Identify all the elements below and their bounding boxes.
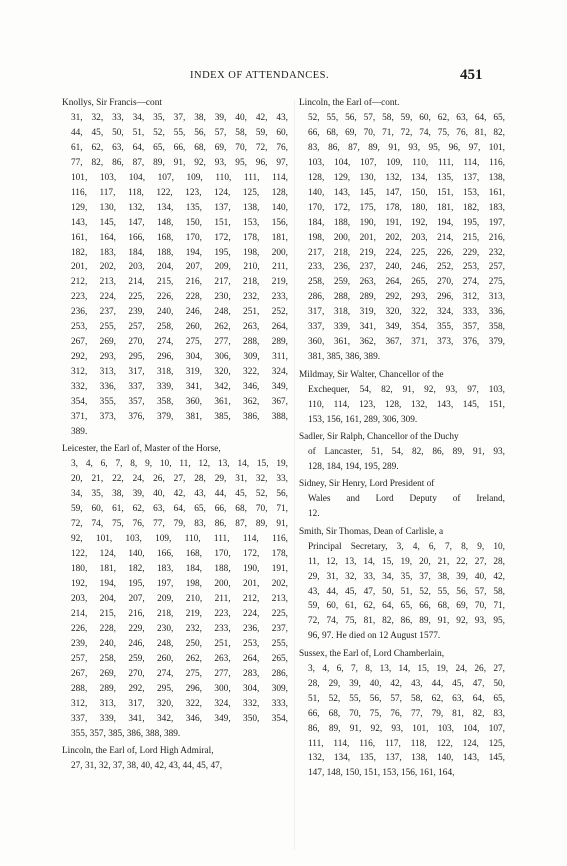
entry-line: 59, 60, 61, 62, 63, 64, 65, 66, 68, 70, 71, [71, 504, 288, 515]
running-title: INDEX OF ATTENDANCES. [190, 70, 330, 81]
entry-line: 217, 218, 219, 224, 225, 226, 229, 232, [308, 247, 505, 258]
entry-heading: Sadler, Sir Ralph, Chancellor of the Duchy [299, 431, 459, 442]
column-gutter [294, 100, 295, 850]
entry-line: 182, 183, 184, 188, 194, 195, 198, 200, [71, 247, 288, 258]
entry-line: 31, 32, 33, 34, 35, 37, 38, 39, 40, 42, 43, [71, 112, 288, 123]
entry-line: 66, 68, 69, 70, 71, 72, 74, 75, 76, 81, 82, [308, 127, 505, 138]
entry-line: 233, 236, 237, 240, 246, 252, 253, 257, [308, 262, 505, 273]
entry-line: 236, 237, 239, 240, 246, 248, 251, 252, [71, 307, 288, 318]
entry-line: 101, 103, 104, 107, 109, 110, 111, 114, [71, 172, 288, 183]
entry-line: 128, 184, 194, 195, 289. [308, 461, 399, 472]
entry-line: 312, 313, 317, 318, 319, 320, 322, 324, [71, 367, 288, 378]
entry-line: 153, 156, 161, 289, 306, 309. [308, 414, 418, 425]
page-number: 451 [460, 67, 483, 83]
entry-line: of Lancaster, 51, 54, 82, 86, 89, 91, 93, [308, 446, 505, 457]
entry-line: 317, 318, 319, 320, 322, 324, 333, 336, [308, 307, 505, 318]
entry-line: 27, 31, 32, 37, 38, 40, 42, 43, 44, 45, 47, [71, 760, 223, 771]
entry-line: 11, 12, 13, 14, 15, 19, 20, 21, 22, 27, 28, [308, 556, 505, 567]
entry-line: 3, 4, 6, 7, 8, 13, 14, 15, 19, 24, 26, 27, [308, 663, 505, 674]
entry-line: 83, 86, 87, 89, 91, 93, 95, 96, 97, 101, [308, 142, 505, 153]
running-header [0, 67, 567, 90]
entry-line: 292, 293, 295, 296, 304, 306, 309, 311, [71, 352, 288, 363]
entry-line: 360, 361, 362, 367, 371, 373, 376, 379, [308, 337, 505, 348]
entry-line: 28, 29, 39, 40, 42, 43, 44, 45, 47, 50, [308, 678, 505, 689]
entry-line: 3, 4, 6, 7, 8, 9, 10, 11, 12, 13, 14, 15, 19, [71, 459, 288, 470]
entry-line: 267, 269, 270, 274, 275, 277, 288, 289, [71, 337, 288, 348]
entry-line: 214, 215, 216, 218, 219, 223, 224, 225, [71, 608, 288, 619]
index-entry [62, 96, 288, 440]
entry-line: 192, 194, 195, 197, 198, 200, 201, 202, [71, 579, 288, 589]
entry-line: 161, 164, 166, 168, 170, 172, 178, 181, [71, 232, 288, 243]
entry-heading: Leicester, the Earl of, Master of the Horse, [62, 444, 221, 455]
entry-line: 128, 129, 130, 132, 134, 135, 137, 138, [308, 172, 505, 183]
index-entry [62, 744, 288, 774]
entry-line: 103, 104, 107, 109, 110, 111, 114, 116, [308, 157, 505, 168]
index-entry [299, 477, 505, 522]
entry-line: 198, 200, 201, 202, 203, 214, 215, 216, [308, 232, 505, 243]
entry-line: 96, 97. He died on 12 August 1577. [308, 631, 441, 642]
entry-line: 34, 35, 38, 39, 40, 42, 43, 44, 45, 52, 56, [71, 489, 288, 500]
entry-line: 66, 68, 70, 75, 76, 77, 79, 81, 82, 83, [308, 708, 505, 719]
entry-line: 20, 21, 22, 24, 26, 27, 28, 29, 31, 32, 33, [71, 474, 288, 485]
entry-line: 180, 181, 182, 183, 184, 188, 190, 191, [71, 564, 288, 575]
entry-heading: Smith, Sir Thomas, Dean of Carlisle, a [299, 526, 444, 537]
entry-line: 43, 44, 45, 47, 50, 51, 52, 55, 56, 57, 58, [308, 586, 505, 597]
entry-line: 129, 130, 132, 134, 135, 137, 138, 140, [71, 202, 288, 213]
entry-heading: Sidney, Sir Henry, Lord President of [299, 479, 435, 490]
entry-line: 140, 143, 145, 147, 150, 151, 153, 161, [308, 187, 505, 198]
entry-line: 355, 357, 385, 386, 388, 389. [71, 728, 181, 739]
entry-line: Wales and Lord Deputy of Ireland, [308, 494, 505, 505]
entry-line: 381, 385, 386, 389. [308, 352, 381, 363]
entry-line: 29, 31, 32, 33, 34, 35, 37, 38, 39, 40, 42, [308, 571, 505, 582]
entry-line: 184, 188, 190, 191, 192, 194, 195, 197, [308, 217, 505, 228]
entry-line: 143, 145, 147, 148, 150, 151, 153, 156, [71, 217, 288, 228]
entry-line: 258, 259, 263, 264, 265, 270, 274, 275, [308, 277, 505, 288]
entry-line: 332, 336, 337, 339, 341, 342, 346, 349, [71, 382, 288, 393]
entry-line: 132, 134, 135, 137, 138, 140, 143, 145, [308, 753, 505, 764]
entry-line: 111, 114, 116, 117, 118, 122, 124, 125, [308, 738, 505, 749]
entry-heading: Knollys, Sir Francis—cont [62, 98, 162, 108]
entry-line: 288, 289, 292, 295, 296, 300, 304, 309, [71, 683, 288, 694]
entry-line: 122, 124, 140, 166, 168, 170, 172, 178, [71, 549, 288, 560]
entry-line: 52, 55, 56, 57, 58, 59, 60, 62, 63, 64, 65, [308, 112, 505, 123]
entry-heading: Lincoln, the Earl of—cont. [299, 98, 400, 108]
entry-heading: Lincoln, the Earl of, Lord High Admiral, [62, 745, 214, 756]
entry-line: 110, 114, 123, 128, 132, 143, 145, 151, [308, 399, 505, 410]
entry-line: 72, 74, 75, 81, 82, 86, 89, 91, 92, 93, 95, [308, 616, 505, 627]
entry-line: 226, 228, 229, 230, 232, 233, 236, 237, [71, 623, 288, 634]
entry-line: 147, 148, 150, 151, 153, 156, 161, 164, [308, 768, 455, 779]
index-entry [299, 430, 505, 475]
entry-line: 337, 339, 341, 342, 346, 349, 350, 354, [71, 713, 288, 724]
entry-line: 92, 101, 103, 109, 110, 111, 114, 116, [71, 534, 288, 545]
entry-line: 389. [71, 426, 88, 437]
entry-line: 239, 240, 246, 248, 250, 251, 253, 255, [71, 638, 288, 649]
entry-line: 116, 117, 118, 122, 123, 124, 125, 128, [71, 187, 288, 198]
entry-line: 286, 288, 289, 292, 293, 296, 312, 313, [308, 292, 505, 303]
entry-line: 337, 339, 341, 349, 354, 355, 357, 358, [308, 322, 505, 333]
index-column-left [62, 96, 288, 776]
entry-line: 253, 255, 257, 258, 260, 262, 263, 264, [71, 322, 288, 333]
entry-line: 354, 355, 357, 358, 360, 361, 362, 367, [71, 397, 288, 408]
entry-line: 257, 258, 259, 260, 262, 263, 264, 265, [71, 653, 288, 664]
index-entry [299, 647, 505, 782]
entry-line: 44, 45, 50, 51, 52, 55, 56, 57, 58, 59, 60, [71, 127, 288, 138]
entry-line: 59, 60, 61, 62, 64, 65, 66, 68, 69, 70, 71, [308, 601, 505, 612]
entry-heading: Sussex, the Earl of, Lord Chamberlain, [299, 648, 445, 659]
entry-line: 170, 172, 175, 178, 180, 181, 182, 183, [308, 202, 505, 213]
entry-line: 201, 202, 203, 204, 207, 209, 210, 211, [71, 262, 288, 273]
index-entry [62, 442, 288, 741]
entry-line: 77, 82, 86, 87, 89, 91, 92, 93, 95, 96, 97, [71, 157, 288, 168]
index-entry [299, 368, 505, 428]
entry-line: 267, 269, 270, 274, 275, 277, 283, 286, [71, 668, 288, 679]
entry-line: Exchequer, 54, 82, 91, 92, 93, 97, 103, [308, 384, 505, 395]
entry-line: 86, 89, 91, 92, 93, 101, 103, 104, 107, [308, 723, 505, 734]
entry-line: 223, 224, 225, 226, 228, 230, 232, 233, [71, 292, 288, 303]
entry-heading: Mildmay, Sir Walter, Chancellor of the [299, 369, 444, 380]
entry-line: Principal Secretary, 3, 4, 6, 7, 8, 9, 10, [308, 541, 505, 552]
entry-line: 312, 313, 317, 320, 322, 324, 332, 333, [71, 698, 288, 709]
index-column-right [299, 96, 505, 784]
entry-line: 12. [308, 509, 320, 520]
entry-line: 371, 373, 376, 379, 381, 385, 386, 388, [71, 412, 288, 423]
entry-line: 203, 204, 207, 209, 210, 211, 212, 213, [71, 593, 288, 604]
entry-line: 51, 52, 55, 56, 57, 58, 62, 63, 64, 65, [308, 693, 505, 704]
index-entry [299, 96, 505, 365]
entry-line: 72, 74, 75, 76, 77, 79, 83, 86, 87, 89, 91, [71, 519, 288, 530]
entry-line: 61, 62, 63, 64, 65, 66, 68, 69, 70, 72, 76, [71, 142, 288, 153]
entry-line: 212, 213, 214, 215, 216, 217, 218, 219, [71, 277, 288, 288]
index-entry [299, 525, 505, 645]
